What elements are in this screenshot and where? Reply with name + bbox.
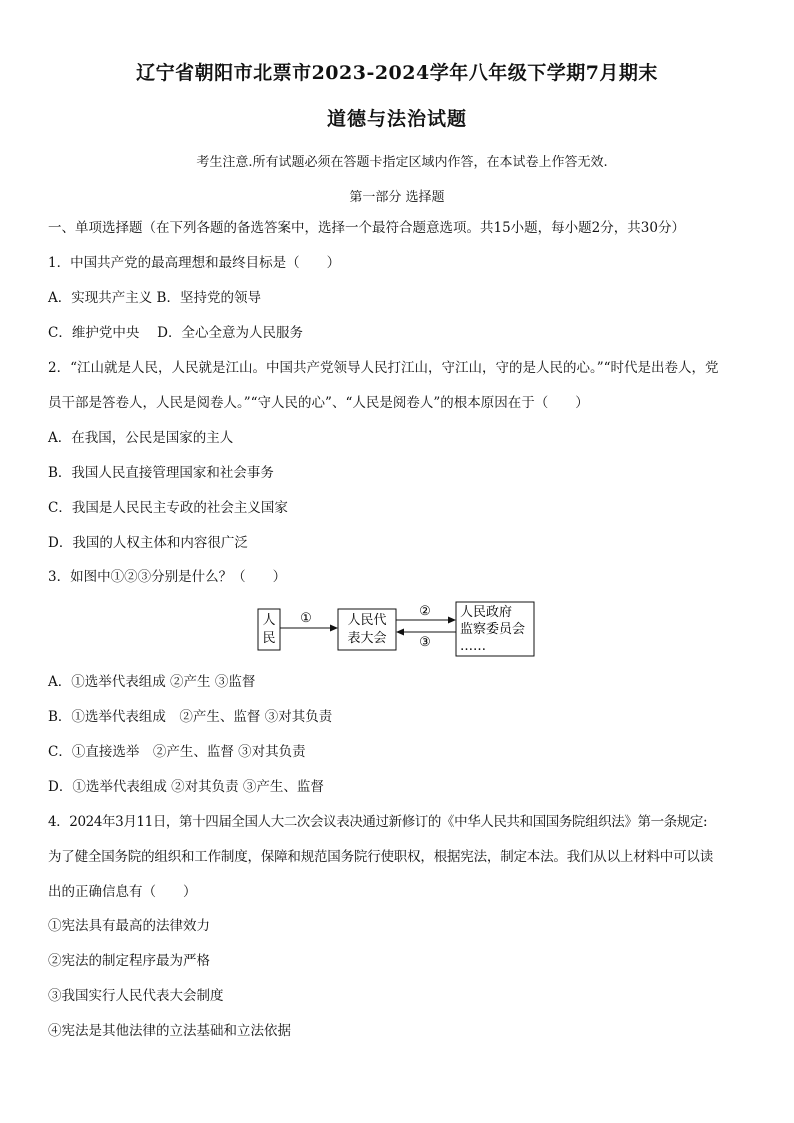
diagram-box-organs-line-1: 人民政府 bbox=[460, 605, 513, 620]
diagram-box-congress-line-1: 人民代 bbox=[347, 613, 387, 628]
diagram-box-people-char-2: 民 bbox=[262, 631, 276, 646]
exam-notice: 考生注意.所有试题必须在答题卡指定区域内作答，在本试卷上作答无效. bbox=[196, 155, 608, 170]
section-heading: 一、单项选择题（在下列各题的备选答案中，选择一个最符合题意选项。共15小题，每小题2分，共30分） bbox=[48, 220, 685, 236]
diagram-box-organs-line-3: …… bbox=[460, 639, 486, 654]
diagram-arrowhead-3 bbox=[396, 629, 404, 636]
q2-stem-line-2: 员干部是答卷人，人民是阅卷人。”“守人民的心”、“人民是阅卷人”的根本原因在于（ ） bbox=[48, 395, 589, 411]
diagram-box-organs-line-2: 监察委员会 bbox=[460, 622, 526, 637]
q2-option-b: B．我国人民直接管理国家和社会事务 bbox=[48, 465, 274, 481]
part-title: 第一部分 选择题 bbox=[349, 190, 445, 205]
q4-stem-line-1: 4．2024年3月11日，第十四届全国人大二次会议表决通过新修订的《中华人民共和国国务院组织法》第一条规定: bbox=[48, 814, 708, 830]
title-line-2: 道德与法治试题 bbox=[326, 108, 467, 130]
diagram-label-1: ① bbox=[300, 611, 312, 626]
diagram-arrowhead-1 bbox=[330, 625, 338, 632]
q2-option-d: D．我国的人权主体和内容很广泛 bbox=[48, 535, 248, 551]
q2-stem-line-1: 2．“江山就是人民，人民就是江山。中国共产党领导人民打江山，守江山，守的是人民的心。”“时代是出卷人，党 bbox=[48, 360, 719, 376]
q3-option-b: B．①选举代表组成 ②产生、监督 ③对其负责 bbox=[48, 709, 333, 725]
q4-statement-4: ④宪法是其他法律的立法基础和立法依据 bbox=[48, 1023, 291, 1039]
q1-stem: 1．中国共产党的最高理想和最终目标是（ ） bbox=[48, 255, 341, 271]
diagram-label-2: ② bbox=[419, 604, 431, 619]
q2-option-a: A．在我国，公民是国家的主人 bbox=[48, 430, 234, 446]
q4-statement-1: ①宪法具有最高的法律效力 bbox=[48, 918, 210, 934]
q4-statement-2: ②宪法的制定程序最为严格 bbox=[48, 953, 210, 969]
q4-stem-line-2: 为了健全国务院的组织和工作制度，保障和规范国务院行使职权，根据宪法，制定本法。我们从以上材料中可以读 bbox=[48, 849, 713, 865]
q1-option-ab: A．实现共产主义 B．坚持党的领导 bbox=[48, 290, 261, 306]
title-line-1: 辽宁省朝阳市北票市2023-2024学年八年级下学期7月期末 bbox=[136, 62, 658, 84]
q1-option-cd: C．维护党中央 D．全心全意为人民服务 bbox=[48, 325, 303, 341]
q4-stem-line-3: 出的正确信息有（ ） bbox=[48, 884, 197, 900]
q3-option-c: C．①直接选举 ②产生、监督 ③对其负责 bbox=[48, 744, 306, 760]
q3-stem: 3．如图中①②③分别是什么？（ ） bbox=[48, 569, 287, 585]
diagram-box-congress-line-2: 表大会 bbox=[347, 631, 387, 646]
diagram-box-people-char-1: 人 bbox=[262, 613, 276, 628]
q4-statement-3: ③我国实行人民代表大会制度 bbox=[48, 988, 224, 1004]
q3-option-a: A．①选举代表组成 ②产生 ③监督 bbox=[48, 674, 256, 690]
diagram-label-3: ③ bbox=[419, 635, 431, 650]
q3-option-d: D．①选举代表组成 ②对其负责 ③产生、监督 bbox=[48, 779, 324, 795]
q2-option-c: C．我国是人民民主专政的社会主义国家 bbox=[48, 500, 288, 516]
diagram-arrowhead-2 bbox=[448, 617, 456, 624]
